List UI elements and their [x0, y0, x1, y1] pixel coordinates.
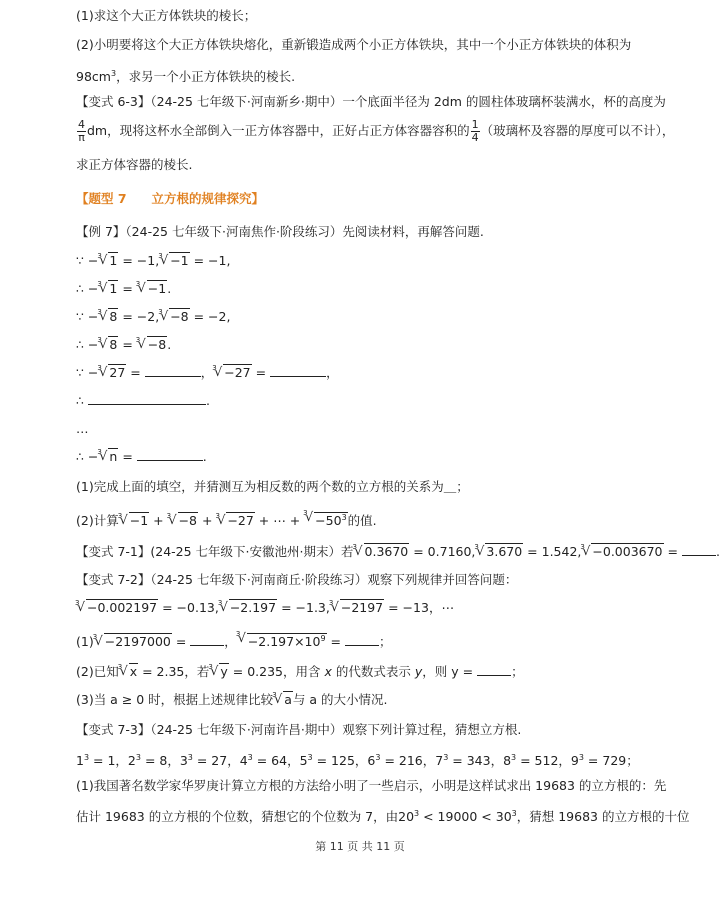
math-line: ∴ − √ 3 1 = √ 3 −1.: [76, 281, 171, 297]
text-line: (2)小明要将这个大正方体铁块熔化，重新锻造成两个小正方体铁块，其中一个小正方体铁块的体积为: [76, 37, 632, 52]
text-line: 【变式 6-3】（24-25 七年级下·河南新乡·期中）一个底面半径为 2dm 的圆柱体玻璃杯装满水，杯的高度为: [76, 94, 666, 109]
math-line: ∴ − √ 3 n = .: [76, 449, 207, 465]
text-line: 估计 19683 的立方根的个位数，猜想它的个位数为 7，由$20^3 < 19000 < 30^3$，猜想 19683 的立方根的十位: [76, 809, 690, 825]
text-line: (1)我国著名数学家华罗庚计算立方根的方法给小明了一些启示，小明是这样试求出 19683 的立方根的：先: [76, 778, 667, 793]
text-line: (1)求这个大正方体铁块的棱长；: [76, 8, 257, 23]
math-line: √ 3 −0.002197 = −0.13, √ 3 −2.197 = −1.3, √ 3 −2197 = −13，⋯: [76, 600, 454, 616]
math-line: ∵ − √ 3 1 = −1, √ 3 −1 = −1,: [76, 253, 230, 269]
fraction: $\frac{4}{\pi}$: [78, 118, 85, 144]
math-line: 【变式 7-1】(24-25 七年级下·安徽池州·期末）若 √ 3 0.3670 = 0.7160, √ 3 3.670 = 1.542, √ 3 −0.003670 = .: [76, 544, 720, 560]
math-line: (3)当 a ≥ 0 时，根据上述规律比较 √ 3 a与 a 的大小情况.: [76, 692, 387, 708]
math-line: $1^3 = 1$，$2^3 = 8$，$3^3 = 27$，$4^3 = 64$，$5^3 = 125$，$6^3 = 216$，$7^3 = 343$，$8^3 = 512$，$9^3 = 729$；: [76, 753, 639, 769]
fraction: $\frac{1}{4}$: [471, 118, 479, 144]
page-footer: 第 11 页 共 11 页: [315, 840, 405, 853]
text-line: $98cm^3$，求另一个小正方体铁块的棱长.: [76, 69, 296, 85]
math-line: ∵ − √ 3 8 = −2, √ 3 −8 = −2,: [76, 309, 230, 325]
text-line: $\frac{4}{\pi}$ dm，现将这杯水全部倒入一正方体容器中，正好占正方体容器容积的 $\frac{1}{4}$ （玻璃杯及容器的厚度可以不计），: [78, 118, 675, 144]
text-line: (1)完成上面的填空，并猜测互为相反数的两个数的立方根的关系为＿；: [76, 479, 469, 494]
math-line: ∴ − √ 3 8 = √ 3 −8.: [76, 337, 171, 353]
text-line: 【例 7】（24-25 七年级下·河南焦作·阶段练习）先阅读材料，再解答问题.: [76, 224, 484, 239]
math-line: …: [76, 421, 89, 436]
section-heading: 【题型 7 立方根的规律探究】: [76, 191, 265, 206]
math-line: (2)计算 √ 3 −1 + √ 3 −8 + √ 3 −27 + ⋯ + √ 3 $-50^3$的值.: [76, 510, 377, 529]
math-line: (2)已知 √ 3 x = 2.35，若 √ 3 y = 0.235，用含 x 的代数式表示 y，则 y = ；: [76, 664, 524, 680]
math-line: (1) √ 3 −2197000 = ， √ 3 $-2.197\times 10^9$ = ；: [76, 631, 391, 650]
text-line: 求正方体容器的棱长.: [76, 157, 193, 172]
text-line: 【变式 7-3】（24-25 七年级下·河南许昌·期中）观察下列计算过程，猜想立方根.: [76, 722, 522, 737]
text-line: 【变式 7-2】（24-25 七年级下·河南商丘·阶段练习）观察下列规律并回答问题：: [76, 572, 518, 587]
math-line: ∴ .: [76, 393, 210, 408]
math-line: ∵ − √ 3 27 = ， √ 3 −27 = ，: [76, 365, 339, 381]
